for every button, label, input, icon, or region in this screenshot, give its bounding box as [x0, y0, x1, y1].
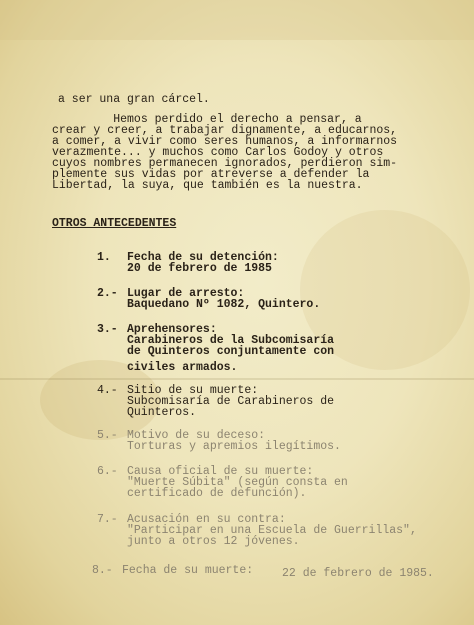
item-7-line-2: junto a otros 12 jóvenes. — [127, 535, 300, 548]
item-7-line-1: "Participar en una Escuela de Guerrillas", — [127, 524, 417, 537]
item-6-title: Causa oficial de su muerte: — [127, 465, 314, 478]
item-5-number: 5.- — [97, 429, 118, 442]
item-8-number: 8.- — [92, 564, 113, 577]
paragraph-line-7: Libertad, la suya, que también es la nuestra. — [52, 179, 363, 192]
item-4-line-2: Quinteros. — [127, 406, 197, 419]
item-6-number: 6.- — [97, 465, 118, 478]
paper-fold-line — [0, 378, 474, 380]
item-8-line-1: 22 de febrero de 1985. — [282, 567, 434, 580]
item-6-line-2: certificado de defunción). — [127, 487, 307, 500]
item-7-number: 7.- — [97, 513, 118, 526]
paragraph-line-2: crear y creer, a trabajar dignamente, a educarnos, — [52, 124, 398, 137]
item-1-title: Fecha de su detención: — [127, 251, 279, 264]
item-3-line-1: Carabineros de la Subcomisaría — [127, 334, 335, 347]
item-4-title: Sitio de su muerte: — [127, 384, 259, 397]
item-5-title: Motivo de su deceso: — [127, 429, 266, 442]
paragraph-line-5: cuyos nombres permanecen ignorados, perdieron sim- — [52, 157, 398, 170]
item-2-title: Lugar de arresto: — [127, 287, 245, 300]
item-3-title: Aprehensores: — [127, 323, 217, 336]
item-3-number: 3.- — [97, 323, 118, 336]
item-5-line-1: Torturas y apremios ilegítimos. — [127, 440, 341, 453]
intro-line: a ser una gran cárcel. — [58, 93, 210, 106]
paragraph-line-4: verazmente... y muchos como Carlos Godoy y otros — [52, 146, 384, 159]
item-2-number: 2.- — [97, 287, 118, 300]
paragraph-line-3: a comer, a vivir como seres humanos, a informarnos — [52, 135, 398, 148]
item-4-number: 4.- — [97, 384, 118, 397]
item-6-line-1: "Muerte Súbita" (según consta en — [127, 476, 348, 489]
item-1-number: 1. — [97, 251, 111, 264]
section-title: OTROS ANTECEDENTES — [52, 217, 177, 230]
paragraph-line-6: plemente sus vidas por atreverse a defender la — [52, 168, 370, 181]
paragraph-line-1: Hemos perdido el derecho a pensar, a — [58, 113, 362, 126]
item-3-line-2: de Quinteros conjuntamente con — [127, 345, 335, 358]
item-1-line-1: 20 de febrero de 1985 — [127, 262, 272, 275]
item-4-line-1: Subcomisaría de Carabineros de — [127, 395, 335, 408]
item-3-line-3: civiles armados. — [127, 361, 238, 374]
item-8-title: Fecha de su muerte: — [122, 564, 254, 577]
item-7-title: Acusación en su contra: — [127, 513, 286, 526]
item-2-line-1: Baquedano Nº 1082, Quintero. — [127, 298, 321, 311]
